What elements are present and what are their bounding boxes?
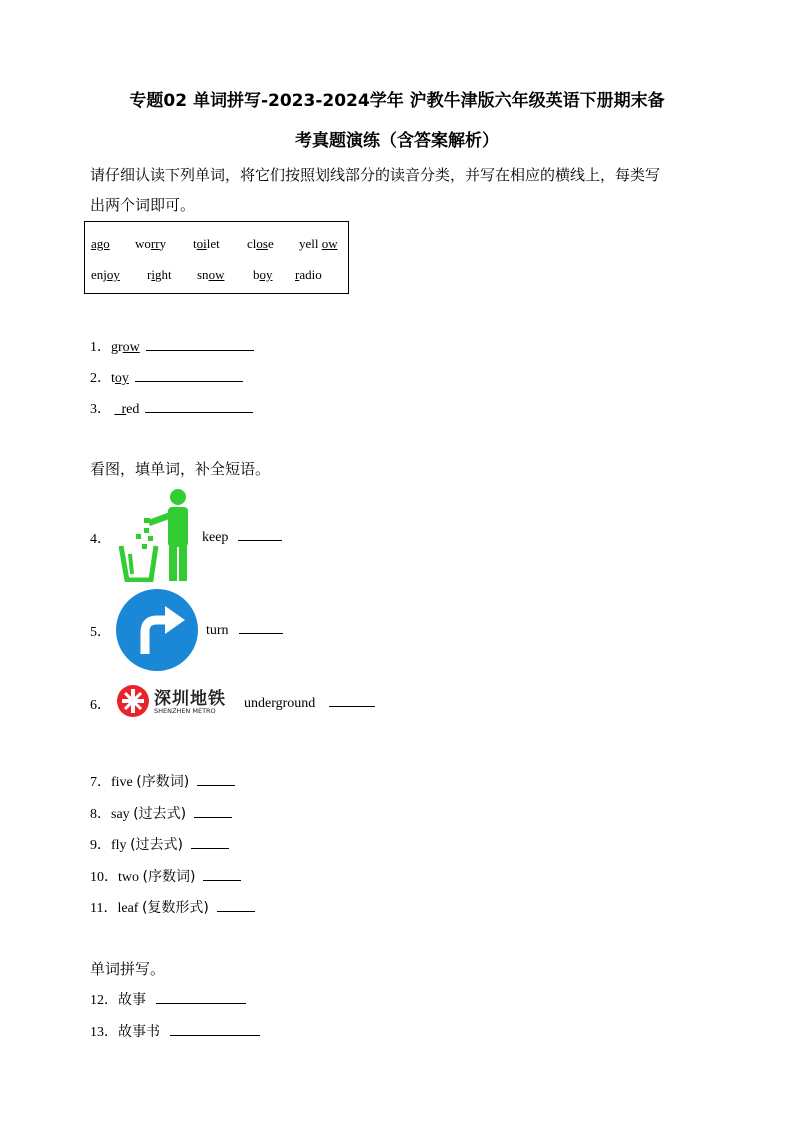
page-title-line2: 考真题演练（含答案解析） xyxy=(295,131,499,151)
question-hint: (过去式) xyxy=(133,806,187,822)
question-word: say xyxy=(111,807,134,822)
section4-instruction: 单词拼写。 xyxy=(90,960,166,978)
question-7 xyxy=(90,771,235,791)
word-box xyxy=(84,221,349,294)
question-6 xyxy=(90,694,111,714)
question-13: 13．故事书 xyxy=(90,1021,260,1041)
question-hint: (序数词) xyxy=(136,774,190,790)
question-word: fly xyxy=(111,838,131,853)
question-12: 12．故事 xyxy=(90,989,246,1009)
question-4-phrase: keep xyxy=(202,528,282,546)
question-10 xyxy=(90,866,241,886)
question-8 xyxy=(90,803,232,823)
question-number: 5． xyxy=(90,625,111,640)
question-word: two xyxy=(118,870,143,885)
question-hint: (序数词) xyxy=(142,869,196,885)
question-5-phrase: turn xyxy=(206,621,283,639)
row2-word: enjoy xyxy=(91,267,120,282)
question-3: 3． _red xyxy=(90,398,253,418)
question-number: 4． xyxy=(90,532,111,547)
row1-word: close xyxy=(247,236,274,251)
question-5 xyxy=(90,621,111,641)
row2-word: radio xyxy=(295,267,322,282)
question-number: 3． xyxy=(90,402,111,417)
answer-blank[interactable] xyxy=(145,400,253,413)
question-number: 12． xyxy=(90,993,118,1008)
question-11 xyxy=(90,897,255,917)
question-word: leaf xyxy=(117,901,142,916)
row1-word: worry xyxy=(135,236,167,251)
trash-bin-person-icon xyxy=(118,488,196,582)
question-number: 13． xyxy=(90,1025,118,1040)
page-title-line1: 专题02 单词拼写-2023-2024学年 沪教牛津版六年级英语下册期末备 xyxy=(129,91,665,111)
answer-blank[interactable] xyxy=(191,836,229,849)
answer-blank[interactable] xyxy=(217,899,255,912)
answer-blank[interactable] xyxy=(239,621,283,634)
question-2: 2．toy xyxy=(90,367,243,387)
answer-blank[interactable] xyxy=(170,1023,260,1036)
question-6-phrase: underground xyxy=(244,694,375,712)
question-number: 2． xyxy=(90,371,111,386)
row1-word: yell ow xyxy=(299,236,338,251)
answer-blank[interactable] xyxy=(156,991,246,1004)
answer-blank[interactable] xyxy=(146,338,254,351)
question-number: 1． xyxy=(90,340,111,355)
row1-word: toilet xyxy=(193,236,220,251)
question-hint: (过去式) xyxy=(130,837,183,853)
row1-word: ago xyxy=(91,236,110,251)
metro-logo-en: SHENZHEN METRO xyxy=(154,707,216,715)
question-number: 7． xyxy=(90,775,111,790)
row2-word: right xyxy=(147,267,172,282)
answer-blank[interactable] xyxy=(329,694,375,707)
row2-word: boy xyxy=(253,267,273,282)
section1-instruction-line1: 请仔细认读下列单词，将它们按照划线部分的读音分类，并写在相应的横线上，每类写 xyxy=(90,166,661,184)
answer-blank[interactable] xyxy=(197,773,235,786)
section1-instruction-line2: 出两个词即可。 xyxy=(90,196,196,214)
question-hint: (复数形式) xyxy=(141,900,209,916)
question-9 xyxy=(90,834,229,854)
question-number: 8． xyxy=(90,807,111,822)
metro-logo-cn: 深圳地铁 xyxy=(154,689,226,709)
answer-blank[interactable] xyxy=(238,528,282,541)
answer-blank[interactable] xyxy=(194,805,232,818)
answer-blank[interactable] xyxy=(203,868,241,881)
question-number: 11． xyxy=(90,901,118,916)
section2-instruction: 看图，填单词，补全短语。 xyxy=(90,460,271,478)
question-4 xyxy=(90,528,111,548)
question-number: 9． xyxy=(90,838,111,853)
question-word: five xyxy=(111,775,137,790)
row2-word: snow xyxy=(197,267,225,282)
shenzhen-metro-logo xyxy=(116,684,234,718)
turn-right-sign-icon xyxy=(115,588,199,672)
answer-blank[interactable] xyxy=(135,369,243,382)
question-number: 10． xyxy=(90,870,118,885)
question-number: 6． xyxy=(90,698,111,713)
question-1: 1．grow xyxy=(90,336,254,356)
